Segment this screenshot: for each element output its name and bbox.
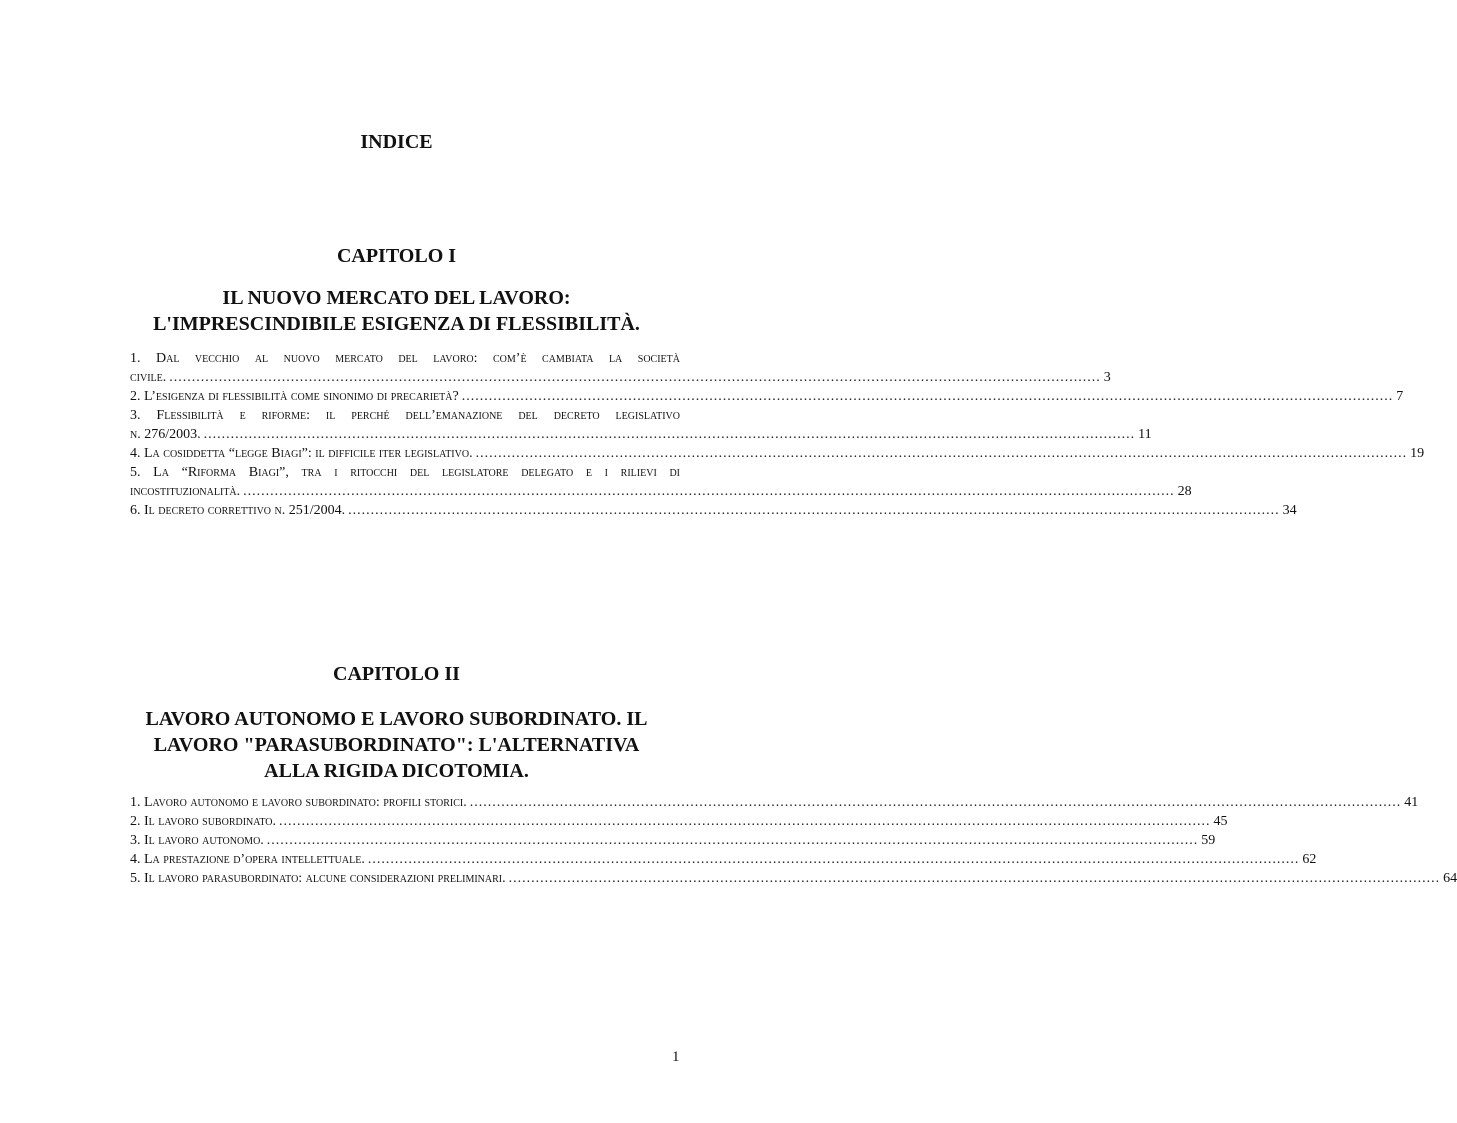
toc-leader-dots bbox=[279, 812, 1211, 831]
toc-leader-dots bbox=[476, 444, 1408, 463]
toc-page-number: 19 bbox=[1410, 446, 1425, 461]
toc-page-number: 7 bbox=[1396, 389, 1404, 404]
toc-entry-text: n. 276/2003. bbox=[130, 427, 201, 442]
chapter-1-title-line-2: L'IMPRESCINDIBILE ESIGENZA DI FLESSIBILITÀ. bbox=[153, 313, 640, 335]
toc-entry-text: 5. Il lavoro parasubordinato: alcune considerazioni preliminari. bbox=[130, 871, 506, 886]
toc-entry-text: 4. La prestazione d’opera intellettuale. bbox=[130, 852, 365, 867]
toc-leader-dots bbox=[204, 425, 1136, 444]
index-title: INDICE bbox=[360, 131, 433, 153]
chapter-2-title bbox=[100, 706, 693, 784]
toc-entry[interactable] bbox=[130, 387, 1404, 406]
toc-entry[interactable] bbox=[130, 869, 1457, 888]
toc-entry-text: 2. Il lavoro subordinato. bbox=[130, 814, 277, 829]
page-number: 1 bbox=[672, 1049, 680, 1065]
toc-entry[interactable] bbox=[130, 812, 1228, 831]
toc-entry-text: 1. Lavoro autonomo e lavoro subordinato: profili storici. bbox=[130, 795, 467, 810]
toc-leader-dots bbox=[462, 387, 1394, 406]
chapter-1-label: CAPITOLO I bbox=[336, 245, 457, 267]
toc-leader-dots bbox=[368, 850, 1300, 869]
chapter-1-title-line-1: IL NUOVO MERCATO DEL LAVORO: bbox=[222, 287, 571, 309]
toc-leader-dots bbox=[348, 501, 1280, 520]
chapter-1-title bbox=[100, 285, 693, 337]
toc-leader-dots bbox=[243, 482, 1175, 501]
toc-entry-text: incostituzionalità. bbox=[130, 484, 241, 499]
toc-page-number: 45 bbox=[1213, 814, 1228, 829]
toc-leader-dots bbox=[509, 869, 1441, 888]
chapter-2-title-line-1: LAVORO AUTONOMO E LAVORO SUBORDINATO. IL bbox=[145, 708, 648, 730]
toc-leader-dots bbox=[267, 831, 1199, 850]
toc-entry-text-line-1: 5. La “Riforma Biagi”, tra i ritocchi del legislatore delegato e i rilievi di bbox=[130, 465, 680, 480]
toc-page-number: 62 bbox=[1302, 852, 1317, 867]
toc-page-number: 28 bbox=[1177, 484, 1192, 499]
toc-leader-dots bbox=[169, 368, 1101, 387]
toc-leader-dots bbox=[470, 793, 1402, 812]
toc-entry-text: 3. Il lavoro autonomo. bbox=[130, 833, 264, 848]
chapter-2-label: CAPITOLO II bbox=[333, 663, 460, 685]
toc-page-number: 3 bbox=[1103, 370, 1111, 385]
toc-entry[interactable] bbox=[130, 831, 1216, 850]
toc-entry[interactable] bbox=[130, 444, 1425, 463]
toc-entry[interactable] bbox=[130, 501, 1297, 520]
chapter-1-toc bbox=[130, 349, 1425, 520]
toc-entry-text-line-1: 1. Dal vecchio al nuovo mercato del lavoro: com’è cambiata la società bbox=[130, 351, 680, 366]
toc-entry-text: 6. Il decreto correttivo n. 251/2004. bbox=[130, 503, 346, 518]
toc-entry-text: 4. La cosiddetta “legge Biagi”: il difficile iter legislativo. bbox=[130, 446, 473, 461]
toc-entry[interactable] bbox=[130, 349, 1111, 387]
toc-entry[interactable] bbox=[130, 793, 1419, 812]
toc-page-number: 64 bbox=[1443, 871, 1457, 886]
chapter-2-title-line-2: LAVORO "PARASUBORDINATO": L'ALTERNATIVA bbox=[153, 734, 640, 756]
toc-page-number: 11 bbox=[1138, 427, 1152, 442]
chapter-2-title-line-3: ALLA RIGIDA DICOTOMIA. bbox=[264, 760, 529, 782]
toc-entry-text-line-1: 3. Flessibilità e riforme: il perché dell’emanazione del decreto legislativo bbox=[130, 408, 680, 423]
toc-entry[interactable] bbox=[130, 406, 1152, 444]
toc-entry-text: 2. L’esigenza di flessibilità come sinonimo di precarietà? bbox=[130, 389, 459, 404]
toc-entry[interactable] bbox=[130, 850, 1317, 869]
toc-page-number: 59 bbox=[1201, 833, 1216, 848]
toc-page-number: 41 bbox=[1404, 795, 1419, 810]
chapter-2-toc bbox=[130, 793, 1457, 888]
toc-entry[interactable] bbox=[130, 463, 1192, 501]
toc-entry-text: civile. bbox=[130, 370, 167, 385]
toc-page-number: 34 bbox=[1282, 503, 1297, 518]
